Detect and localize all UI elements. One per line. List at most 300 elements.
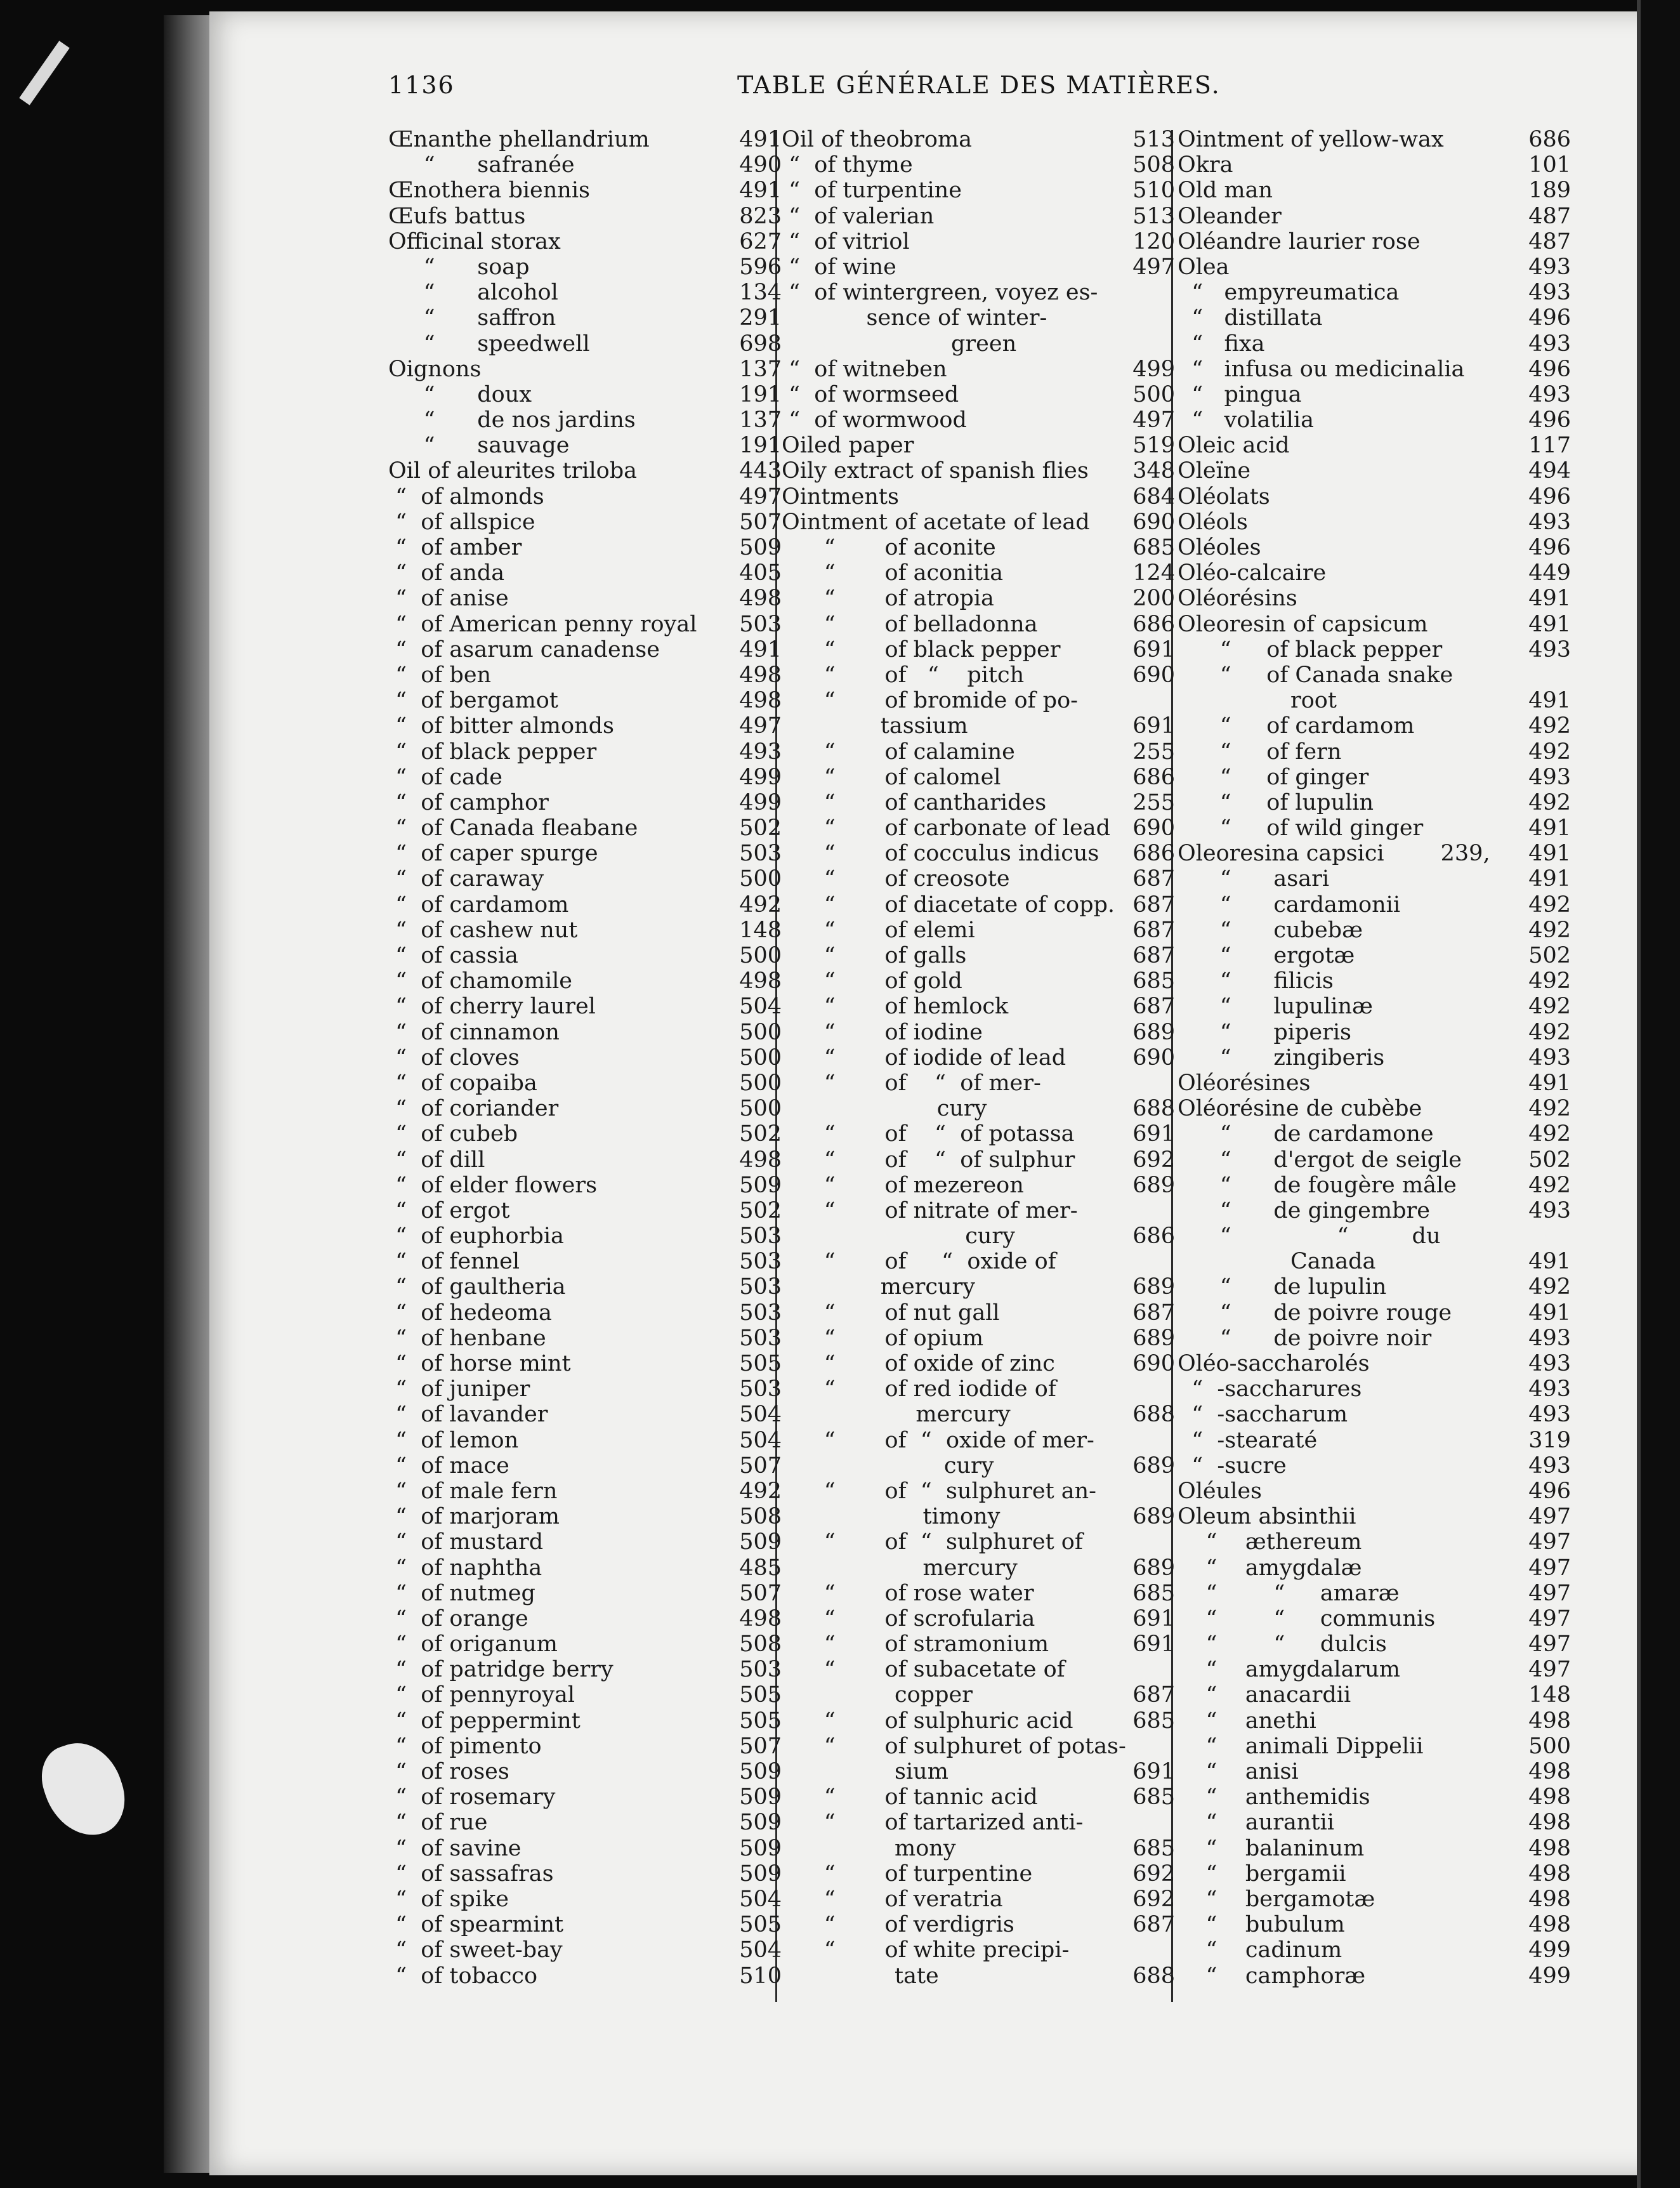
entry-term: “ safranée [388,152,575,178]
index-entry [782,1351,1175,1376]
entry-page-number: 687 [1132,943,1175,968]
entry-page-number: 494 [1528,458,1571,484]
entry-term: “ of cantharides [782,789,1047,815]
index-entry [1178,662,1571,688]
index-entry [1178,1836,1571,1861]
index-entry [388,178,782,203]
index-entry [1178,637,1571,662]
entry-term: Olea [1178,254,1230,280]
index-entry [388,688,782,713]
entry-term: “ of roses [388,1759,509,1784]
entry-term: green [782,331,1017,357]
entry-term: “ of cinnamon [388,1019,560,1045]
entry-page-number: 509 [739,1835,782,1861]
entry-page-number: 508 [739,1631,782,1657]
entry-term: “ de cardamone [1178,1121,1434,1147]
entry-term: “ de nos jardins [388,407,636,433]
entry-term: “ of pimento [388,1733,542,1759]
entry-term: “ of gaultheria [388,1274,566,1300]
entry-term: mercury [782,1274,976,1300]
entry-page-number: 502 [1528,1147,1571,1173]
index-entry [1178,688,1571,713]
index-entry [388,1734,782,1759]
entry-page-number: 505 [739,1682,782,1708]
entry-page-number: 507 [739,1580,782,1606]
entry-term: “ of cherry laurel [388,994,596,1020]
entry-page-number: 449 [1528,560,1571,586]
index-entry [782,458,1175,484]
entry-term: Oiled paper [782,433,914,459]
index-entry [1178,1504,1571,1529]
entry-page-number: 503 [739,1657,782,1683]
index-entry [1178,1810,1571,1835]
entry-term: “ of Canada fleabane [388,815,638,841]
entry-term: “ of sulphuric acid [782,1708,1073,1734]
entry-term: “ cubebæ [1178,917,1363,943]
entry-page-number: 493 [739,739,782,765]
index-entry [782,765,1175,790]
index-entry [388,1249,782,1274]
entry-term: Oily extract of spanish flies [782,458,1089,484]
index-entry [782,1326,1175,1351]
entry-page-number: 687 [1132,994,1175,1020]
entry-page-number: 502 [1528,943,1571,968]
entry-term: “ of ginger [1178,764,1369,790]
index-entry [388,1887,782,1912]
index-entry [1178,1402,1571,1427]
entry-term: “ “ dulcis [1178,1631,1387,1657]
index-entry [388,305,782,331]
index-entry [782,229,1175,254]
index-entry [782,892,1175,918]
entry-page-number: 496 [1528,356,1571,382]
index-entry [388,357,782,382]
entry-page-number: 496 [1528,484,1571,510]
index-entry [388,1937,782,1963]
index-entry [388,1504,782,1529]
index-entry [782,1682,1175,1708]
index-entry [1178,1479,1571,1504]
entry-term: “ of lupulin [1178,789,1374,815]
entry-page-number: 492 [739,892,782,918]
entry-term: “ of turpentine [782,178,962,204]
entry-page-number [1523,1223,1571,1249]
entry-page-number: 505 [739,1708,782,1734]
entry-term: “ of caper spurge [388,841,598,867]
index-entry [1178,1096,1571,1121]
entry-term: “ of anise [388,586,509,612]
page-edge [1637,0,1680,2188]
index-entry [782,152,1175,178]
entry-term: “ of peppermint [388,1708,581,1734]
entry-term: “ of wormseed [782,381,959,407]
entry-page-number [1127,331,1175,357]
index-entry [388,1963,782,1989]
index-entry [388,1555,782,1581]
entry-term: “ infusa ou medicinalia [1178,356,1465,382]
entry-term: “ volatilia [1178,407,1314,433]
entry-term: root [1178,688,1337,714]
entry-term: “ of patridge berry [388,1657,614,1683]
index-entry [782,204,1175,229]
page-number: 1136 [388,71,455,99]
entry-page-number: 503 [739,1325,782,1351]
entry-page-number: 492 [1528,994,1571,1020]
entry-page-number: 493 [1528,636,1571,662]
entry-page-number: 509 [739,535,782,560]
index-entry [1178,1657,1571,1682]
entry-term: “ of lemon [388,1427,519,1453]
entry-term: “ piperis [1178,1019,1352,1045]
entry-page-number: 493 [1528,509,1571,535]
entry-term: “ of euphorbia [388,1223,564,1249]
index-entry [782,407,1175,433]
index-entry [1178,305,1571,331]
index-entry [1178,713,1571,739]
index-entry [388,612,782,637]
index-entry [388,1708,782,1734]
entry-term: “ of thyme [782,152,913,178]
entry-page-number: 493 [1528,1197,1571,1223]
entry-page-number: 502 [739,1197,782,1223]
entry-page-number: 689 [1132,1274,1175,1300]
index-entry [782,586,1175,611]
entry-page-number: 498 [739,662,782,688]
entry-term: “ doux [388,381,532,407]
entry-term: “ “ communis [1178,1605,1436,1631]
index-entry [388,637,782,662]
entry-term: “ anisi [1178,1759,1299,1784]
entry-term: “ of coriander [388,1096,559,1122]
entry-term: “ aurantii [1178,1810,1334,1836]
entry-page-number: 509 [739,1759,782,1784]
entry-page-number: 687 [1132,1682,1175,1708]
entry-term: “ of ergot [388,1197,510,1223]
index-entry [1178,1300,1571,1326]
entry-term: “ of vitriol [782,228,910,254]
index-entry [782,127,1175,152]
entry-term: “ of calamine [782,739,1015,765]
entry-term: “ ergotæ [1178,943,1355,968]
index-entry [782,535,1175,560]
entry-page-number [1127,1376,1175,1402]
entry-page-number: 101 [1528,152,1571,178]
entry-page-number: 508 [1132,152,1175,178]
index-entry [388,1784,782,1810]
entry-page-number: 493 [1528,280,1571,306]
index-entry [388,1326,782,1351]
entry-term: “ pingua [1178,381,1302,407]
index-entry [782,1453,1175,1479]
entry-page-number: 687 [1132,866,1175,892]
index-entry [1178,586,1571,611]
entry-term: tassium [782,713,968,739]
entry-term: “ of opium [782,1325,984,1351]
index-entry [1178,866,1571,892]
index-entry [1178,254,1571,280]
entry-term: “ of “ pitch [782,662,1025,688]
entry-term: Oléorésines [1178,1070,1311,1096]
entry-term: “ of iodide of lead [782,1045,1066,1071]
entry-term: “ of nutmeg [388,1580,535,1606]
index-entry [388,968,782,994]
entry-page-number: 491 [1528,1249,1571,1275]
entry-page-number: 497 [1528,1580,1571,1606]
entry-page-number: 510 [1132,178,1175,204]
entry-page-number: 124 [1132,560,1175,586]
entry-page-number: 509 [739,1784,782,1810]
entry-term: “ of hedeoma [388,1300,552,1326]
entry-page-number: 137 [739,407,782,433]
entry-term: “ of pennyroyal [388,1682,575,1708]
entry-page-number: 148 [1528,1682,1571,1708]
entry-page-number: 498 [1528,1784,1571,1810]
entry-page-number: 491 [739,178,782,204]
entry-term: “ of gold [782,968,962,994]
index-entry [1178,815,1571,841]
index-entry [388,1376,782,1402]
index-entry [782,1020,1175,1045]
entry-term: “ of savine [388,1835,522,1861]
entry-page-number: 496 [1528,1478,1571,1504]
index-entry [388,1479,782,1504]
index-entry [1178,1453,1571,1479]
index-entry [388,229,782,254]
entry-term: “ of tobacco [388,1963,538,1989]
entry-term: “ of witneben [782,356,947,382]
entry-page-number: 692 [1132,1886,1175,1912]
entry-page-number: 686 [1528,127,1571,152]
entry-page-number: 120 [1132,228,1175,254]
entry-term: Oleic acid [1178,433,1290,459]
entry-term: Œnothera biennis [388,178,591,204]
entry-page-number: 117 [1528,433,1571,459]
index-entry [1178,1274,1571,1300]
entry-term: “ of origanum [388,1631,558,1657]
entry-page-number: 498 [1528,1861,1571,1887]
index-entry [388,841,782,866]
entry-page-number: 498 [1528,1886,1571,1912]
entry-term: “ of tannic acid [782,1784,1038,1810]
index-entry [1178,229,1571,254]
entry-page-number: 627 [739,228,782,254]
index-entry [388,1274,782,1300]
index-entry [388,1402,782,1427]
entry-page-number: 492 [1528,789,1571,815]
entry-page-number: 505 [739,1351,782,1376]
entry-page-number: 698 [739,331,782,357]
entry-term: “ of rose water [782,1580,1034,1606]
index-entry [1178,1861,1571,1887]
index-entry [1178,1606,1571,1631]
entry-page-number: 689 [1132,1172,1175,1198]
index-entry [1178,1198,1571,1223]
entry-term: “ of camphor [388,789,549,815]
entry-page-number: 492 [1528,1096,1571,1122]
index-entry [782,918,1175,943]
entry-term: “ of wild ginger [1178,815,1424,841]
entry-page-number: 492 [1528,1121,1571,1147]
entry-page-number: 507 [739,509,782,535]
index-entry [1178,612,1571,637]
entry-term: “ lupulinæ [1178,994,1373,1020]
index-entry [782,1300,1175,1326]
entry-term: “ of nut gall [782,1300,1000,1326]
index-column-3 [1178,127,1571,1989]
index-entry [782,713,1175,739]
entry-page-number: 502 [739,1121,782,1147]
entry-term: sence of winter- [782,305,1047,331]
index-entry [1178,1223,1571,1249]
entry-page-number: 491 [1528,586,1571,612]
index-entry [1178,1682,1571,1708]
entry-term: “ of black pepper [1178,636,1443,662]
entry-term: “ of cardamom [388,892,569,918]
index-entry [388,331,782,357]
entry-term: “ bubulum [1178,1912,1345,1938]
index-entry [388,280,782,305]
index-entry [388,1606,782,1631]
entry-term: “ of tartarized anti- [782,1810,1084,1836]
entry-term: “ of rue [388,1810,488,1836]
entry-term: Canada [1178,1249,1376,1275]
entry-page-number: 493 [1528,1045,1571,1071]
entry-page-number: 691 [1132,636,1175,662]
entry-page-number: 690 [1132,1045,1175,1071]
index-entry [782,1555,1175,1581]
index-entry [782,662,1175,688]
entry-page-number: 689 [1132,1325,1175,1351]
index-entry [388,1657,782,1682]
entry-page-number: 491 [1528,1300,1571,1326]
index-entry [388,1121,782,1147]
entry-page-number: 191 [739,381,782,407]
entry-page-number: 487 [1528,203,1571,229]
index-entry [782,382,1175,407]
entry-term: “ of almonds [388,484,544,510]
index-entry [1178,407,1571,433]
index-entry [1178,892,1571,918]
entry-page-number: 503 [739,1249,782,1275]
index-entry [782,178,1175,203]
entry-page-number: 490 [739,152,782,178]
entry-term: Œnanthe phellandrium [388,127,650,152]
entry-page-number: 291 [739,305,782,331]
entry-term: “ of cloves [388,1045,520,1071]
entry-term: “ of ben [388,662,492,688]
entry-term: “ of marjoram [388,1504,560,1530]
entry-page-number [1127,1428,1175,1453]
entry-page-number: 690 [1132,815,1175,841]
entry-term: “ of mustard [388,1529,544,1555]
index-entry [388,484,782,510]
entry-term: Oleander [1178,203,1282,229]
entry-page-number [1127,1071,1175,1096]
entry-term: Oléols [1178,509,1248,535]
entry-page-number: 497 [1528,1529,1571,1555]
entry-page-number [1127,1198,1175,1223]
entry-page-number [1127,1249,1175,1274]
index-entry [782,1759,1175,1784]
index-entry [782,943,1175,968]
entry-term: “ of cade [388,764,503,790]
entry-page-number: 504 [739,994,782,1020]
entry-page-number: 497 [1528,1555,1571,1581]
entry-page-number: 200 [1132,586,1175,612]
entry-term: “ of aconitia [782,560,1004,586]
entry-page-number: 509 [739,1529,782,1555]
entry-term: “ of anda [388,560,505,586]
entry-term: “ of sulphuret of potas- [782,1733,1126,1759]
entry-page-number: 255 [1132,789,1175,815]
entry-page-number: 499 [1132,356,1175,382]
entry-term: “ of calomel [782,764,1001,790]
entry-page-number: 497 [1528,1504,1571,1530]
index-entry [388,1147,782,1173]
entry-term: “ of hemlock [782,994,1009,1020]
entry-page-number: 137 [739,356,782,382]
entry-term: “ balaninum [1178,1835,1365,1861]
entry-page-number: 492 [1528,968,1571,994]
entry-term: “ de gingembre [1178,1197,1430,1223]
entry-term: “ of spearmint [388,1912,564,1938]
entry-term: Oléules [1178,1478,1263,1504]
index-entry [388,1759,782,1784]
entry-term: Oléorésins [1178,586,1297,612]
entry-term: Oil of aleurites triloba [388,458,637,484]
entry-page-number: 509 [739,1172,782,1198]
entry-term: “ of stramonium [782,1631,1049,1657]
index-entry [1178,1071,1571,1096]
entry-term: “ of aconite [782,535,996,560]
index-entry [782,305,1175,331]
entry-term: copper [782,1682,973,1708]
entry-term: “ camphoræ [1178,1963,1366,1989]
entry-term: mercury [782,1402,1011,1428]
entry-term: “ sauvage [388,433,570,459]
entry-page-number: 687 [1132,917,1175,943]
entry-term: “ of asarum canadense [388,636,660,662]
index-entry [782,1861,1175,1887]
index-entry [1178,1734,1571,1759]
entry-page-number: 509 [739,1861,782,1887]
index-entry [1178,458,1571,484]
index-entry [388,152,782,178]
entry-term: “ of spike [388,1886,509,1912]
entry-page-number: 493 [1528,764,1571,790]
index-entry [388,433,782,458]
entry-page-number [1127,280,1175,305]
entry-page-number: 491 [739,127,782,152]
entry-term: Oléo-saccharolés [1178,1351,1370,1376]
entry-term: “ of bromide of po- [782,688,1078,714]
entry-term: Ointment of acetate of lead [782,509,1090,535]
index-entry [782,280,1175,305]
index-entry [388,739,782,765]
entry-page-number: 498 [739,688,782,714]
index-entry [388,510,782,535]
entry-term: “ of bitter almonds [388,713,614,739]
entry-page-number: 507 [739,1733,782,1759]
entry-page-number: 689 [1132,1019,1175,1045]
index-entry [782,866,1175,892]
entry-term: “ cadinum [1178,1937,1342,1963]
index-entry [1178,484,1571,510]
index-entry [782,1173,1175,1198]
entry-term: Ointments [782,484,899,510]
index-entry [782,1198,1175,1223]
entry-page-number: 492 [1528,739,1571,765]
